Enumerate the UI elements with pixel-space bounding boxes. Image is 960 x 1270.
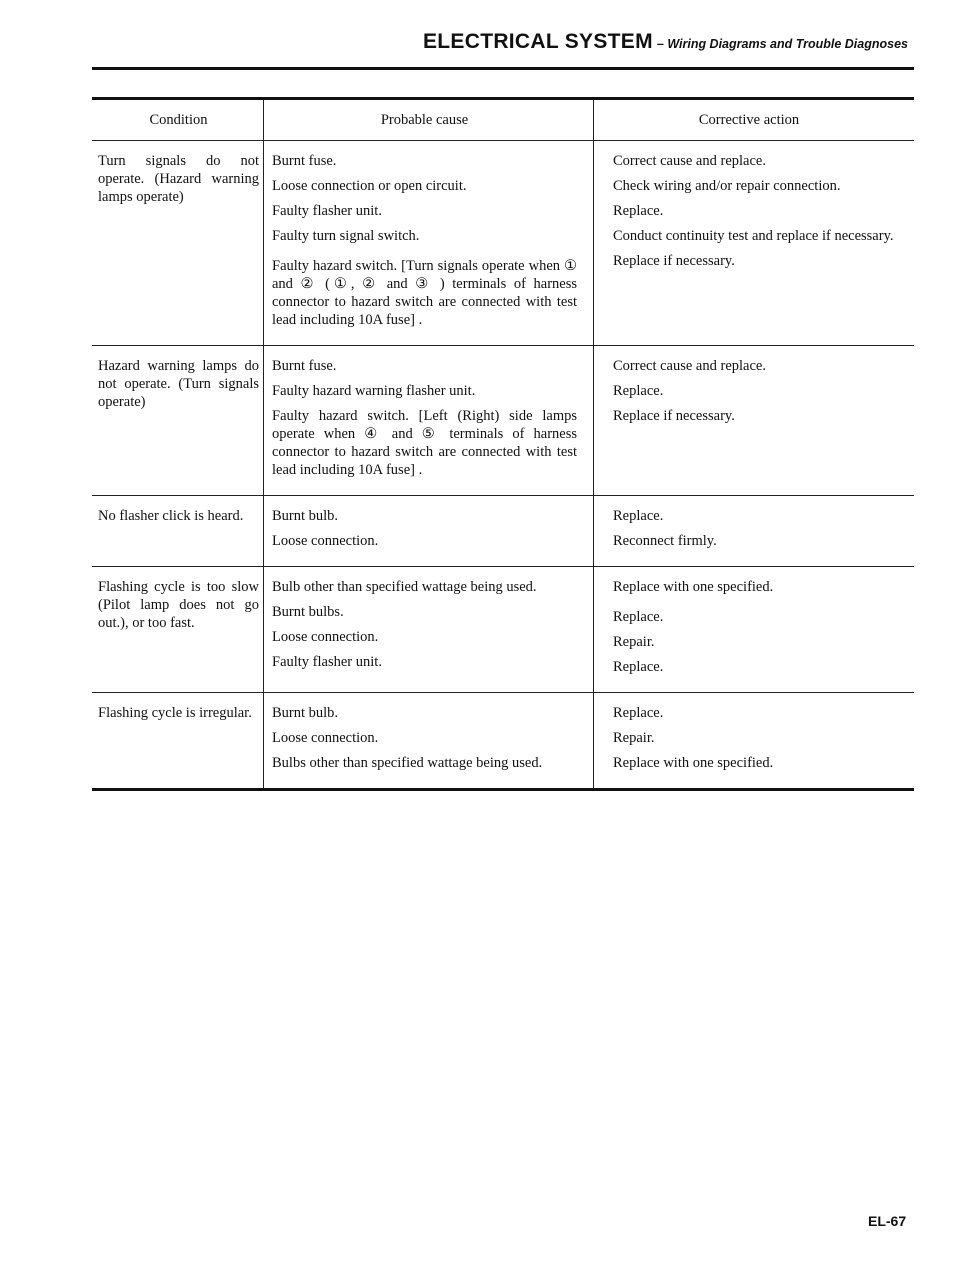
cause-item: Burnt bulb. [272,705,339,721]
action-item: Correct cause and replace. [613,358,766,374]
action-item: Replace. [613,383,664,399]
cause-cell [263,496,594,566]
cause-cell [263,346,594,495]
action-item: Replace if necessary. [613,253,735,269]
action-item: Replace. [613,659,664,675]
table-row [92,496,914,567]
cause-cell [263,693,594,788]
condition-text: Flashing cycle is irregular. [98,705,252,721]
condition-text: Flashing cycle is too slow (Pilot lamp does not go out.), or too fast. [98,579,259,631]
action-cell [594,141,914,345]
condition-text: Turn signals do not operate. (Hazard warning lamps operate) [98,153,259,205]
action-item: Replace. [613,705,664,721]
cause-item: Loose connection. [272,730,379,746]
table-header-row [92,100,914,141]
action-item: Replace if necessary. [613,408,735,424]
cause-item: Bulbs other than specified wattage being used. [272,755,543,771]
cause-item: Loose connection. [272,533,379,549]
action-item: Repair. [613,730,655,746]
cause-cell [263,567,594,692]
cause-item: Burnt bulb. [272,508,339,524]
condition-cell [92,496,263,566]
cause-item: Faulty hazard warning flasher unit. [272,383,476,399]
action-item: Correct cause and replace. [613,153,766,169]
action-cell [594,693,914,788]
diagnosis-table [92,97,914,791]
cause-item: Faulty turn signal switch. [272,228,420,244]
table-row [92,141,914,346]
action-cell [594,346,914,495]
column-header-probable-cause: Probable cause [263,100,594,140]
table-row [92,346,914,496]
condition-cell [92,693,263,788]
cause-item: Burnt fuse. [272,358,337,374]
cause-item: Faulty hazard switch. [Left (Right) side lamps operate when ④ and ⑤ terminals of harness connector to hazard switch are connected with test lead including 10A fuse] . [272,408,577,478]
action-item: Repair. [613,634,655,650]
table-row [92,567,914,693]
column-header-corrective-action: Corrective action [698,112,800,128]
table-row [92,693,914,788]
page-number: EL-67 [868,1213,907,1229]
cause-item: Bulb other than specified wattage being used. [272,579,537,595]
action-item: Replace. [613,609,664,625]
column-header-condition: Condition [149,112,208,128]
cause-item: Loose connection. [272,629,379,645]
condition-cell [92,346,263,495]
cause-item: Faulty flasher unit. [272,654,382,670]
condition-text: No flasher click is heard. [98,508,244,524]
action-item: Replace with one specified. [613,755,774,771]
condition-cell [92,567,263,692]
cause-cell [263,141,594,345]
action-item: Check wiring and/or repair connection. [613,178,841,194]
cause-item: Burnt bulbs. [272,604,344,620]
action-item: Reconnect firmly. [613,533,717,549]
action-item: Conduct continuity test and replace if necessary. [613,228,894,244]
cause-item: Faulty hazard switch. [Turn signals operate when ① and ② (①, ② and ③ ) terminals of harness connector to hazard switch are connected with test lead including 10A fuse] . [272,258,577,328]
action-item: Replace with one specified. [613,579,774,595]
action-item: Replace. [613,203,664,219]
condition-cell [92,141,263,345]
cause-item: Faulty flasher unit. [272,203,382,219]
condition-text: Hazard warning lamps do not operate. (Turn signals operate) [98,358,259,410]
cause-item: Burnt fuse. [272,153,337,169]
action-item: Replace. [613,508,664,524]
cause-item: Loose connection or open circuit. [272,178,467,194]
action-cell [594,567,914,692]
page-subtitle: – Wiring Diagrams and Trouble Diagnoses [656,37,908,51]
action-cell [594,496,914,566]
page-header [92,30,914,70]
page-title: ELECTRICAL SYSTEM [422,30,653,53]
